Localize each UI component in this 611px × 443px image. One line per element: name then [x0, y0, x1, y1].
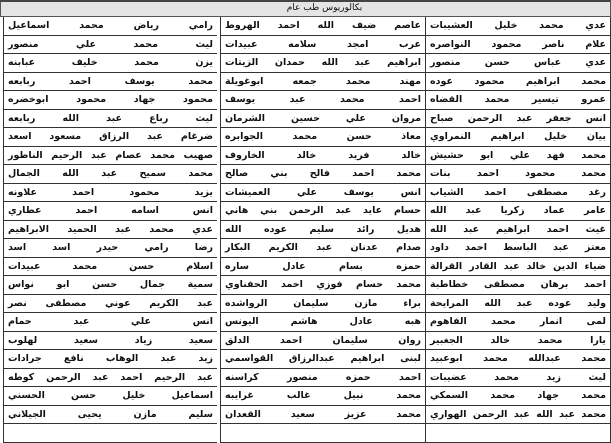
table-row	[0, 276, 611, 295]
name-cell: ابراهيم عبد الله حمدان الزيتات	[220, 54, 425, 73]
list-title: بكالوريوس طب عام	[286, 3, 363, 13]
name-cell: هديل رائد سليم عوده الله	[220, 221, 425, 240]
name-cell: محمد نبيل غالب غرايبه	[220, 387, 425, 406]
name-cell: محمد احمد فالح بني صالح	[220, 165, 425, 184]
name-cell: عرب امجد سلامه عبيدات	[220, 36, 425, 55]
name-cell: محمد عبد الله عبد الرحمن الهواري	[425, 406, 611, 425]
name-cell: ضرغام عبد الرزاق مسعود اسعد	[3, 128, 217, 147]
name-cell: محمد فهد علي ابو حشيش	[425, 147, 611, 166]
name-cell: اسماعيل خليل حسن الحسني	[3, 387, 217, 406]
name-cell: غيث احمد ابراهيم عبد الله	[425, 221, 611, 240]
name-cell: ليث زيد محمد عضيبات	[425, 369, 611, 388]
name-cell: انس يوسف علي العميشات	[220, 184, 425, 203]
name-cell: روان سليمان احمد الدلق	[220, 332, 425, 351]
name-cell: صدام عدنان عبد الكريم البكار	[220, 239, 425, 258]
table-row	[0, 221, 611, 240]
name-cell: عامر عماد زكريا عبد الله	[425, 202, 611, 221]
name-cell: محمد سميح عبد الله الجمال	[3, 165, 217, 184]
name-cell	[220, 424, 425, 443]
name-cell: يزن محمد خليف عبابنه	[3, 54, 217, 73]
table-row	[0, 165, 611, 184]
table-row	[0, 110, 611, 129]
table-row	[0, 202, 611, 221]
table-row	[0, 369, 611, 388]
name-cell: محمد حسام فوزي احمد الحفناوي	[220, 276, 425, 295]
name-cell: محمود جهاد محمود ابوخضره	[3, 91, 217, 110]
name-cell: هبه عادل هاشم اليونس	[220, 313, 425, 332]
names-table	[0, 17, 611, 443]
header-row	[0, 0, 611, 17]
name-cell: يزيد محمود احمد علاونه	[3, 184, 217, 203]
name-cell: انس علي عبد حمام	[3, 313, 217, 332]
name-cell: اسلام حسن محمد عبيدات	[3, 258, 217, 277]
name-cell: عبد الرحيم احمد عبد الرحمن كوطه	[3, 369, 217, 388]
name-cell: يارا محمد خالد الجغبير	[425, 332, 611, 351]
name-cell: محمد جهاد محمد السمكي	[425, 387, 611, 406]
name-cell: معاذ حسن محمد الجوابره	[220, 128, 425, 147]
table-row	[0, 258, 611, 277]
table-row	[0, 128, 611, 147]
name-cell: محمد ابراهيم محمود عوده	[425, 73, 611, 92]
name-cell: محمد يوسف احمد ربابعه	[3, 73, 217, 92]
name-cell: لبنى ابراهيم عبدالرزاق القواسمي	[220, 350, 425, 369]
name-cell: عدي محمد عبد الحميد الابراهيم	[3, 221, 217, 240]
name-cell: انس اسامه احمد عطاري	[3, 202, 217, 221]
name-cell: انس جعفر عبد الرحمن صباح	[425, 110, 611, 129]
name-cell: عبد الكريم عوني مصطفى نصر	[3, 295, 217, 314]
name-cell: عدي محمد خليل العشيبات	[425, 17, 611, 36]
name-cell: محمد عبدالله محمد ابوعبيد	[425, 350, 611, 369]
table-row	[0, 54, 611, 73]
name-cell: رامي رياض محمد اسماعيل	[3, 17, 217, 36]
name-cell	[3, 424, 217, 443]
table-row	[0, 73, 611, 92]
name-cell: محمد عزيز سعيد القعدان	[220, 406, 425, 425]
name-cell: عمرو تيسير محمد القضاه	[425, 91, 611, 110]
table-row	[0, 184, 611, 203]
name-cell: ضياء الدين خالد عبد القادر القرالة	[425, 258, 611, 277]
table-row	[0, 313, 611, 332]
name-cell: سعيد زياد سعيد لهلوب	[3, 332, 217, 351]
name-cell: ليث محمد علي منصور	[3, 36, 217, 55]
name-cell: احمد برهان مصطفى خطاطبة	[425, 276, 611, 295]
name-cell: لمى انمار محمد الفاهوم	[425, 313, 611, 332]
name-cell: علام ناصر محمود النواصره	[425, 36, 611, 55]
table-row	[0, 91, 611, 110]
table-row	[0, 387, 611, 406]
name-cell: عدي عباس حسن منصور	[425, 54, 611, 73]
name-cell: حمزه بسام عادل ساره	[220, 258, 425, 277]
name-cell: احمد حمزه منصور كراسنه	[220, 369, 425, 388]
name-cell: رغد مصطفى احمد الشياب	[425, 184, 611, 203]
name-cell: سليم مازن يحيى الجيلاني	[3, 406, 217, 425]
name-cell: مهند محمد جمعه ابوغويلة	[220, 73, 425, 92]
name-cell: معتز عبد الباسط احمد داود	[425, 239, 611, 258]
table-row	[0, 17, 611, 36]
name-cell	[425, 424, 611, 443]
name-cell: محمد محمود احمد بنات	[425, 165, 611, 184]
table-row	[0, 36, 611, 55]
table-row	[0, 424, 611, 443]
name-cell: براء مازن سليمان الرواشده	[220, 295, 425, 314]
name-cell: بيان خليل ابراهيم النمراوي	[425, 128, 611, 147]
name-cell: عاصم ضيف الله احمد الهروط	[220, 17, 425, 36]
name-cell: زيد عبد الوهاب نافع جرادات	[3, 350, 217, 369]
table-row	[0, 350, 611, 369]
table-row	[0, 239, 611, 258]
name-cell: خالد فريد خالد الخاروف	[220, 147, 425, 166]
name-cell: صهيب محمد عصام عبد الرحيم الناطور	[3, 147, 217, 166]
table-row	[0, 332, 611, 351]
name-cell: حسام عايد عبد الرحمن بني هاني	[220, 202, 425, 221]
name-cell: وليد عوده عبد الله المرايحة	[425, 295, 611, 314]
name-cell: سمية جمال حسن ابو نواس	[3, 276, 217, 295]
name-cell: مروان علي حسين الشرمان	[220, 110, 425, 129]
name-cell: ليث رباع عبد الله ربابعه	[3, 110, 217, 129]
name-cell: رضا رامي حيدر اسد اسد	[3, 239, 217, 258]
table-row	[0, 295, 611, 314]
table-row	[0, 406, 611, 425]
table-row	[0, 147, 611, 166]
name-cell: احمد محمد عبد يوسف	[220, 91, 425, 110]
